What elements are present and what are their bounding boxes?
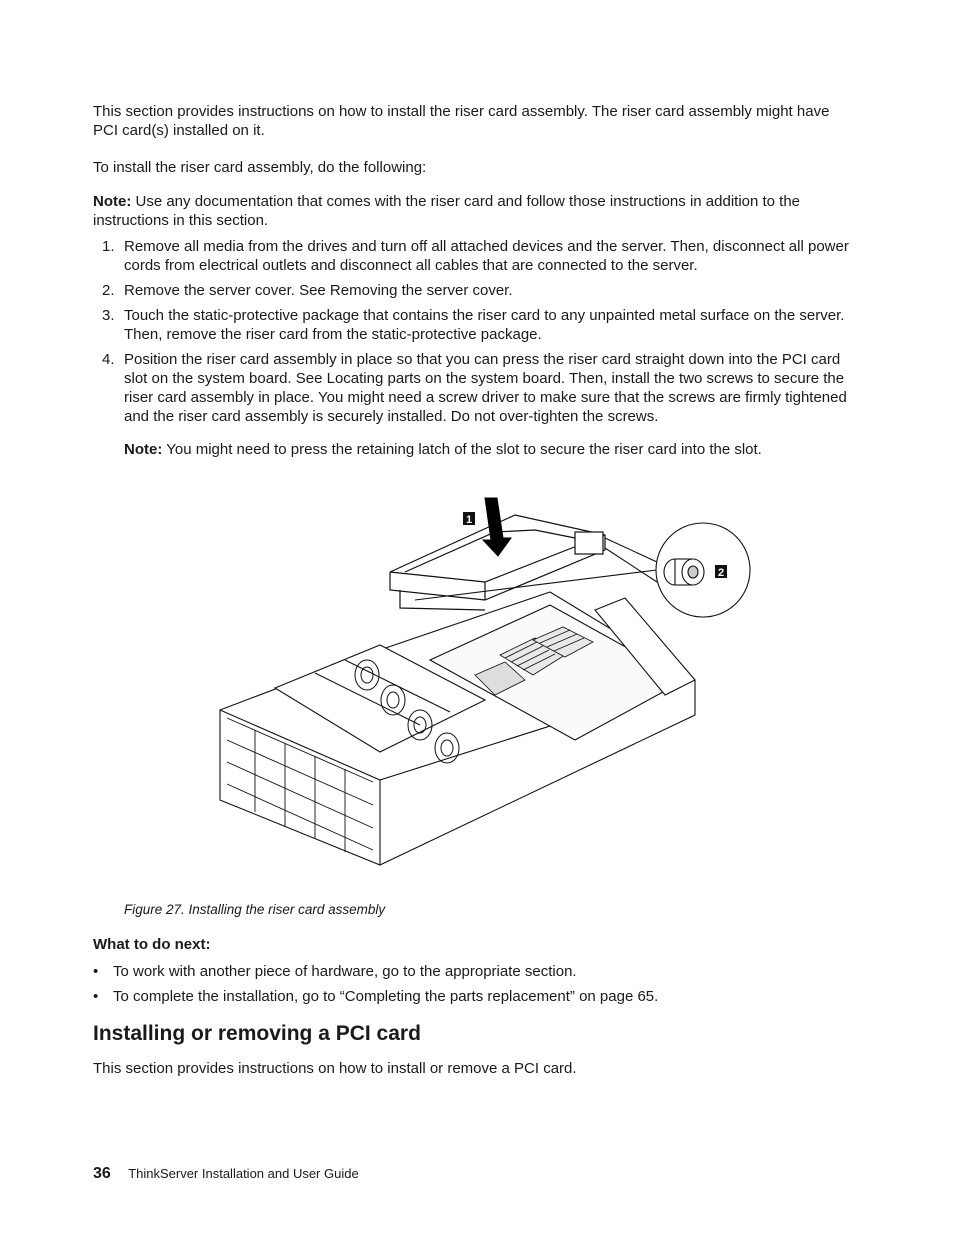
next-list [93,962,853,1012]
section-heading: Installing or removing a PCI card [93,1022,421,1045]
note-text: You might need to press the retaining latch of the slot to secure the riser card into the slot. [166,441,762,458]
bullet-text: To work with another piece of hardware, go to the appropriate section. [113,963,577,980]
riser-card-illustration [215,490,755,880]
footer-title: ThinkServer Installation and User Guide [128,1166,359,1181]
steps-list [93,237,853,432]
step-text: Touch the static-protective package that contains the riser card to any unpainted metal surface on the server. Then, remove the riser card from the static-protective package. [124,307,845,343]
step-text: Remove the server cover. See Removing the server cover. [124,282,513,299]
page-footer [93,1165,359,1183]
note-text: Use any documentation that comes with the riser card and follow those instructions in addition to the instructions in this section. [93,193,801,229]
list-item [93,237,853,275]
lead-paragraph: To install the riser card assembly, do the following: [93,159,427,176]
next-heading: What to do next: [93,936,211,953]
list-item [93,350,853,426]
callout-2: 2 [717,567,725,579]
step-number: 3. [102,307,115,324]
intro-paragraph: This section provides instructions on how to install the riser card assembly. The riser card assembly might have PCI card(s) installed on it. [93,103,830,139]
step-text: Position the riser card assembly in place so that you can press the riser card straight down into the PCI card slot on the system board. See Locating parts on the system board. Then, install the two screws to secure the riser card assembly in place. You might need a screw driver to make sure that the screws are firmly tightened and the riser card assembly is securely installed. Do not over-tighten the screws. [124,351,847,425]
step-number: 1. [102,238,115,255]
list-item [93,281,853,300]
list-item [93,962,853,981]
callout-1: 1 [465,514,473,526]
step-note [124,440,844,459]
note-label: Note: [93,193,132,210]
bullet-icon: • [93,963,99,980]
bullet-text: To complete the installation, go to “Completing the parts replacement” on page 65. [113,988,659,1005]
list-item [93,987,853,1006]
step-number: 4. [102,351,115,368]
section-text: This section provides instructions on how to install or remove a PCI card. [93,1060,577,1077]
step-number: 2. [102,282,115,299]
step-text: Remove all media from the drives and turn off all attached devices and the server. Then, disconnect all power cords from electrical outlets and disconnect all cables that are connected to the server. [124,238,849,274]
figure-caption: Figure 27. Installing the riser card assembly [124,902,386,917]
page-number: 36 [93,1165,111,1182]
list-item [93,306,853,344]
note-paragraph [93,192,853,230]
bullet-icon: • [93,988,99,1005]
note-label: Note: [124,441,163,458]
